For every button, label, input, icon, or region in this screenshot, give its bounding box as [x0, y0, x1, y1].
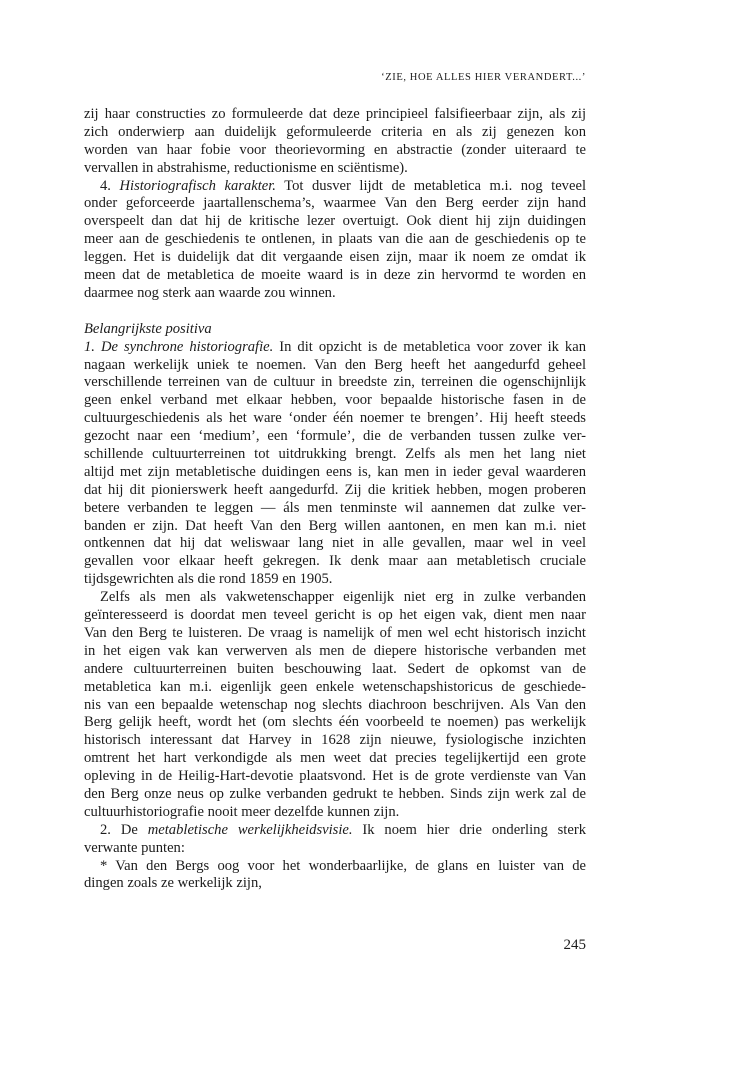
point-number: 2. De	[100, 821, 148, 838]
text-line: gevallen voor elkaar heeft gekregen. Ik denk maar aan metabletisch cruciale	[84, 553, 586, 570]
text-line: zij haar constructies zo formuleerde dat deze principieel falsifieerbaar zijn, als zij	[84, 106, 586, 122]
text-line: vervallen in abstrahisme, reductionisme en sciëntisme).	[84, 159, 408, 176]
text-line: nis van een bepaalde wetenschap nog slechts diachroon beschrijven. Als Van den	[84, 696, 586, 713]
text-run: In dit opzicht is de metabletica voor zover ik kan	[273, 338, 587, 355]
text-line	[84, 339, 586, 357]
text-line: geïnteresseerd is doordat men teveel gericht is op het eigen vak, dient men naar	[84, 607, 586, 624]
text-line: in het eigen vak kan verwerven als men de diepere historische verbanden met	[84, 642, 586, 659]
section-heading-text: Belangrijkste positiva	[84, 320, 212, 337]
text-line: meen dat de metabletica de moeite waard is in deze zin hervormd te worden en	[84, 267, 586, 284]
text-line: cultuurhistoriografie nooit meer dezelfde kunnen zijn.	[84, 803, 400, 820]
text-line: andere cultuurterreinen buiten beschouwing laat. Sedert de opkomst van de	[84, 660, 586, 677]
text-line: dat hij dit pionierswerk heeft aangedurfd. Zij die kritiek hebben, mogen proberen	[84, 481, 586, 498]
text-line: Berg gelijk heeft, wordt het (om slechts één voorbeeld te noemen) pas werkelijk	[84, 714, 586, 731]
text-line: meer aan de geschiedenis te ontlenen, in plaats van die aan de geschiedenis op te	[84, 231, 586, 248]
text-line: verwante punten:	[84, 839, 185, 856]
text-line: verschillende terreinen van de cultuur in breedste zin, terreinen die ogenschijnlijk	[84, 374, 586, 391]
text-line: schillende cultuurterreinen tot uitdrukking brengt. Zelfs als men het lang niet	[84, 446, 586, 463]
text-line: Van den Berg te luisteren. De vraag is namelijk of men wel echt historisch inzicht	[84, 624, 586, 641]
text-line: historisch interessant dat Harvey in 1628 zijn nieuwe, fysiologische inzichten	[84, 732, 586, 749]
text-line: onder geforceerde jaartallenschema’s, waarmee Van den Berg eerder zijn hand	[84, 195, 586, 212]
text-line: Zelfs als men als vakwetenschapper eigenlijk niet erg in zulke verbanden	[100, 589, 586, 606]
text-line: overspeelt dan dat hij de kritische lezer overtuigt. Ook dient hij zijn duidingen	[84, 213, 586, 230]
section-gap	[84, 303, 586, 321]
point-heading	[84, 339, 273, 355]
paragraph-continuation	[84, 106, 586, 178]
text-run: Tot dusver lijdt de metabletica m.i. nog teveel	[275, 177, 586, 194]
text-line: opleving in de Heilig-Hart-devotie plaatsvond. Het is de grote verdienste van Van	[84, 768, 586, 785]
point-number: 4.	[100, 177, 120, 194]
point-heading: metabletische werkelijkheidsvisie.	[147, 821, 353, 838]
paragraph-point-1	[84, 339, 586, 589]
text-line: geen enkel verband met elkaar hebben, voor bepaalde historische fasen in de	[84, 392, 586, 409]
running-head: ‘ZIE, HOE ALLES HIER VERANDERT...’	[381, 72, 586, 83]
text-line: * Van den Bergs oog voor het wonderbaarlijke, de glans en luister van de	[100, 857, 586, 874]
bullet-item	[84, 858, 586, 894]
text-line: ontkennen dat hij dat weliswaar lang niet in alle gevallen, maar wel in veel	[84, 535, 586, 552]
section-heading	[84, 321, 586, 339]
paragraph	[84, 589, 586, 822]
text-line: banden er zijn. Dat heeft Van den Berg willen aantonen, en men kan m.i. niet	[84, 517, 586, 534]
text-line: nagaan werkelijk uniek te noemen. Van den Berg heeft het aangedurfd geheel	[84, 356, 586, 373]
text-line	[84, 822, 586, 840]
text-run: Ik noem hier drie onderling sterk	[352, 821, 586, 838]
text-line: betere verbanden te leggen — áls men tenminste wil aannemen dat zulke ver-	[84, 499, 586, 516]
text-line: worden van haar fobie voor theorievorming en abstractie (zonder uiteraard te	[84, 141, 586, 158]
paragraph-point-2	[84, 822, 586, 858]
text-line: den Berg onze neus op zulke verbanden gedrukt te hebben. Sinds zijn werk zal de	[84, 785, 586, 802]
text-line: omtrent het hart verkondigde als men weet dat precies tegelijkertijd een grote	[84, 750, 586, 767]
text-line: altijd met zijn metabletische duidingen eens is, kan men in ieder geval waarderen	[84, 463, 586, 480]
text-line: leggen. Het is duidelijk dat dit vergaande eisen zijn, maar ik noem ze omdat ik	[84, 249, 586, 266]
text-line: zich onderwierp aan duidelijk geformuleerde criteria en als zij genezen kon	[84, 123, 586, 140]
page-number: 245	[563, 937, 586, 953]
text-line: dingen zoals ze werkelijk zijn,	[84, 875, 262, 892]
text-line: cultuurgeschiedenis als het ware ‘onder één noemer te brengen’. Hij heeft steeds	[84, 410, 586, 427]
text-line: metabletica kan m.i. eigenlijk geen enkele wetenschapshistoricus de geschiede-	[84, 678, 586, 695]
point-heading: Historiografisch karakter.	[119, 177, 276, 194]
paragraph-point-4	[84, 178, 586, 303]
text-line: tijdsgewrichten als die rond 1859 en 1905.	[84, 571, 333, 588]
text-line	[84, 178, 586, 196]
text-line: gezocht naar een ‘medium’, een ‘formule’, die de verbanden tussen zulke ver-	[84, 428, 586, 445]
text-line: daarmee nog sterk aan waarde zou winnen.	[84, 284, 336, 301]
point-number: 1.	[84, 338, 101, 355]
point-heading-text: De synchrone historiografie.	[100, 338, 274, 355]
body-text	[84, 106, 586, 893]
